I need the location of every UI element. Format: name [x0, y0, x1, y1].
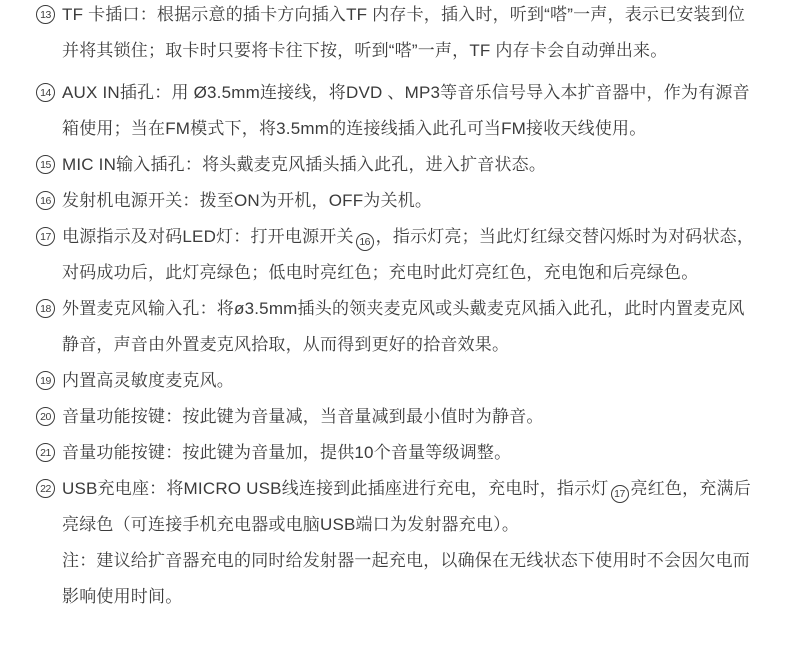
- list-item-21: [36, 435, 756, 471]
- item-number-column: [36, 363, 62, 399]
- list-item-19: [36, 363, 756, 399]
- item-number-badge: 22: [36, 479, 55, 498]
- text-segment: AUX IN插孔：用 Ø3.5mm连接线，将DVD 、MP3等音乐信号导入本扩音器中，作为有源音箱使用；当在FM模式下，将3.5mm的连接线插入此孔可当FM接收天线使用。: [62, 83, 750, 138]
- text-segment: MIC IN输入插孔：将头戴麦克风插头插入此孔，进入扩音状态。: [62, 155, 547, 174]
- item-text: [62, 291, 756, 363]
- list-item-18: [36, 291, 756, 363]
- item-number-badge: 14: [36, 83, 55, 102]
- item-number-column: [36, 399, 62, 435]
- item-text: [62, 219, 756, 291]
- item-text: [62, 471, 756, 615]
- item-number-column: [36, 471, 62, 507]
- item-number-column: [36, 219, 62, 255]
- text-segment: 发射机电源开关：拨至ON为开机，OFF为关机。: [62, 191, 433, 210]
- item-number-badge: 15: [36, 155, 55, 174]
- item-number-column: [36, 75, 62, 111]
- item-note: 注：建议给扩音器充电的同时给发射器一起充电，以确保在无线状态下使用时不会因欠电而影响使用时间。: [62, 551, 750, 606]
- item-number-badge: 17: [36, 227, 55, 246]
- item-text: [62, 147, 756, 183]
- text-segment: TF 卡插口：根据示意的插卡方向插入TF 内存卡，插入时，听到“嗒”一声，表示已安装到位并将其锁住；取卡时只要将卡往下按，听到“嗒”一声，TF 内存卡会自动弹出来。: [62, 5, 746, 60]
- item-number-badge: 13: [36, 5, 55, 24]
- item-number-column: [36, 183, 62, 219]
- list-item-22: [36, 471, 756, 615]
- item-number-badge: 21: [36, 443, 55, 462]
- item-number-column: [36, 0, 62, 33]
- text-segment: 亮红色，充满后亮绿色（可连接手机充电器或电脑USB端口为发射器充电）。: [62, 479, 751, 534]
- item-text: [62, 75, 756, 147]
- list-item-17: [36, 219, 756, 291]
- item-number-badge: 20: [36, 407, 55, 426]
- item-text: [62, 0, 756, 69]
- item-number-badge: 16: [36, 191, 55, 210]
- list-item-20: [36, 399, 756, 435]
- item-number-column: [36, 147, 62, 183]
- list-item-16: [36, 183, 756, 219]
- item-text: [62, 435, 756, 471]
- text-segment: 音量功能按键：按此键为音量减，当音量减到最小值时为静音。: [62, 407, 544, 426]
- items-list: [36, 0, 756, 615]
- list-item-13: [36, 0, 756, 69]
- item-text: [62, 399, 756, 435]
- item-number-column: [36, 291, 62, 327]
- text-segment: 电源指示及对码LED灯：打开电源开关: [62, 227, 354, 246]
- inline-ref-number-badge: 16: [356, 233, 374, 251]
- item-number-column: [36, 435, 62, 471]
- item-text: [62, 363, 756, 399]
- list-item-15: [36, 147, 756, 183]
- inline-ref-number-badge: 17: [611, 485, 629, 503]
- list-item-14: [36, 75, 756, 147]
- text-segment: 外置麦克风输入孔：将ø3.5mm插头的领夹麦克风或头戴麦克风插入此孔，此时内置麦克风静音，声音由外置麦克风拾取，从而得到更好的拾音效果。: [62, 299, 745, 354]
- item-number-badge: 19: [36, 371, 55, 390]
- text-segment: ，指示灯亮；当此灯红绿交替闪烁时为对码状态，对码成功后，此灯亮绿色；低电时亮红色；充电时此灯亮红色，充电饱和后亮绿色。: [62, 227, 755, 282]
- text-segment: USB充电座：将MICRO USB线连接到此插座进行充电，充电时，指示灯: [62, 479, 609, 498]
- item-text: [62, 183, 756, 219]
- text-segment: 内置高灵敏度麦克风。: [62, 371, 234, 390]
- item-number-badge: 18: [36, 299, 55, 318]
- text-segment: 音量功能按键：按此键为音量加，提供10个音量等级调整。: [62, 443, 512, 462]
